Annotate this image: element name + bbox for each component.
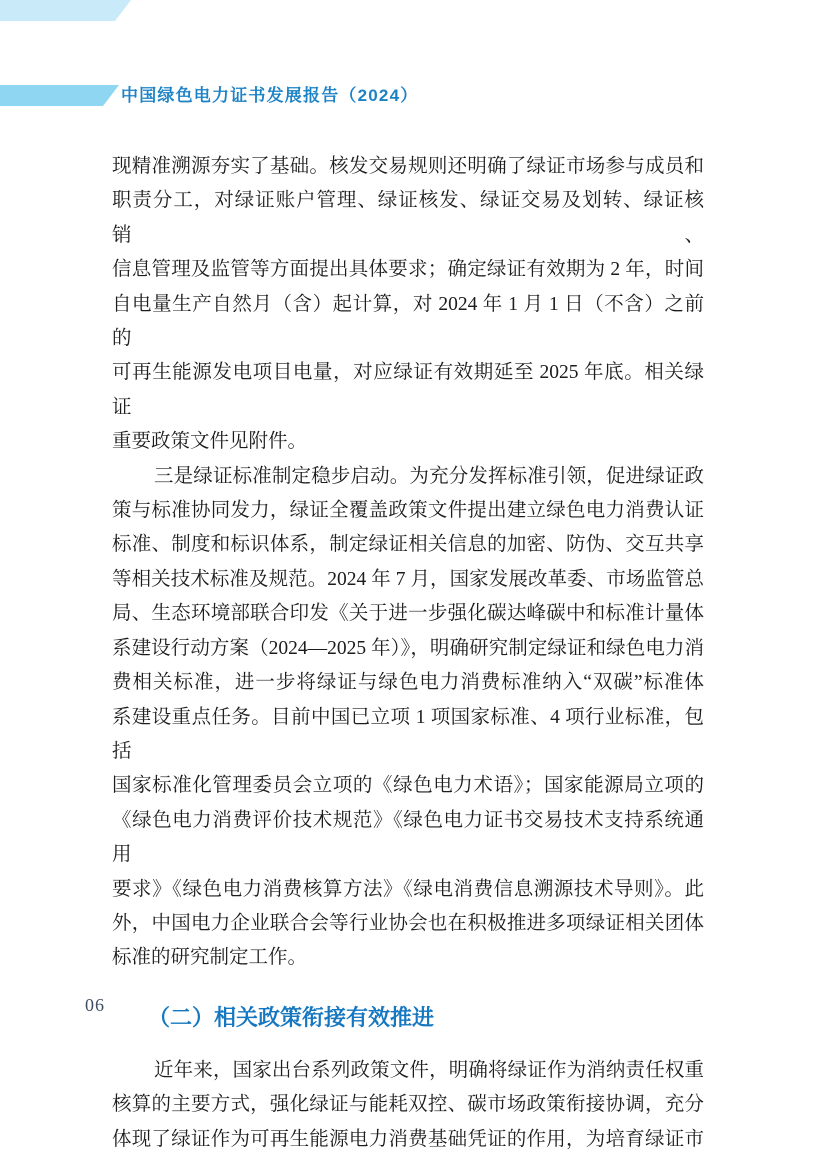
- text-line: 可再生能源发电项目电量，对应绿证有效期延至 2025 年底。相关绿证: [112, 362, 704, 418]
- text-line: 信息管理及监管等方面提出具体要求；确定绿证有效期为 2 年，时间: [112, 259, 704, 281]
- text-line: 外，中国电力企业联合会等行业协会也在积极推进多项绿证相关团体: [112, 912, 704, 934]
- page-number: 06: [85, 995, 105, 1015]
- text-line: 局、生态环境部联合印发《关于进一步强化碳达峰碳中和标准计量体: [112, 603, 704, 625]
- text-line: 三是绿证标准制定稳步启动。为充分发挥标准引领，促进绿证政: [154, 465, 704, 487]
- paragraph: [112, 150, 704, 460]
- text-line: 核算的主要方式，强化绿证与能耗双控、碳市场政策衔接协调，充分: [112, 1094, 704, 1116]
- paragraph: [112, 1054, 704, 1157]
- report-title: 中国绿色电力证书发展报告（2024）: [121, 86, 419, 105]
- text-line: 要求》《绿色电力消费核算方法》《绿电消费信息溯源技术导则》。此: [112, 878, 704, 900]
- text-line: 系建设重点任务。目前中国已立项 1 项国家标准、4 项行业标准，包括: [112, 706, 704, 762]
- section-heading: （二）相关政策衔接有效推进: [148, 1004, 435, 1030]
- text-line: 费相关标准，进一步将绿证与绿色电力消费标准纳入“双碳”标准体: [112, 672, 704, 694]
- text-line: 国家标准化管理委员会立项的《绿色电力术语》；国家能源局立项的: [112, 775, 704, 797]
- text-line: 近年来，国家出台系列政策文件，明确将绿证作为消纳责任权重: [154, 1059, 704, 1081]
- header-accent-bar-light: [0, 0, 131, 21]
- text-line: 重要政策文件见附件。: [112, 431, 308, 453]
- text-line: 系建设行动方案（2024—2025 年）》，明确研究制定绿证和绿色电力消: [112, 637, 704, 659]
- document-body: [112, 150, 704, 1157]
- text-line: 策与标准协同发力，绿证全覆盖政策文件提出建立绿色电力消费认证: [112, 500, 704, 522]
- text-line: 体现了绿证作为可再生能源电力消费基础凭证的作用，为培育绿证市: [112, 1128, 704, 1150]
- text-line: 等相关技术标准及规范。2024 年 7 月，国家发展改革委、市场监管总: [112, 568, 704, 590]
- text-line: 标准的研究制定工作。: [112, 947, 308, 969]
- text-line: 自电量生产自然月（含）起计算，对 2024 年 1 月 1 日（不含）之前的: [112, 293, 704, 350]
- header-accent-bar: [0, 85, 119, 106]
- text-line: 职责分工，对绿证账户管理、绿证核发、绿证交易及划转、绿证核销、: [112, 190, 704, 246]
- text-line: 现精准溯源夯实了基础。核发交易规则还明确了绿证市场参与成员和: [112, 156, 704, 177]
- text-line: 《绿色电力消费评价技术规范》《绿色电力证书交易技术支持系统通用: [112, 809, 704, 866]
- paragraph: [112, 460, 704, 976]
- text-line: 标准、制度和标识体系，制定绿证相关信息的加密、防伪、交互共享: [112, 534, 704, 556]
